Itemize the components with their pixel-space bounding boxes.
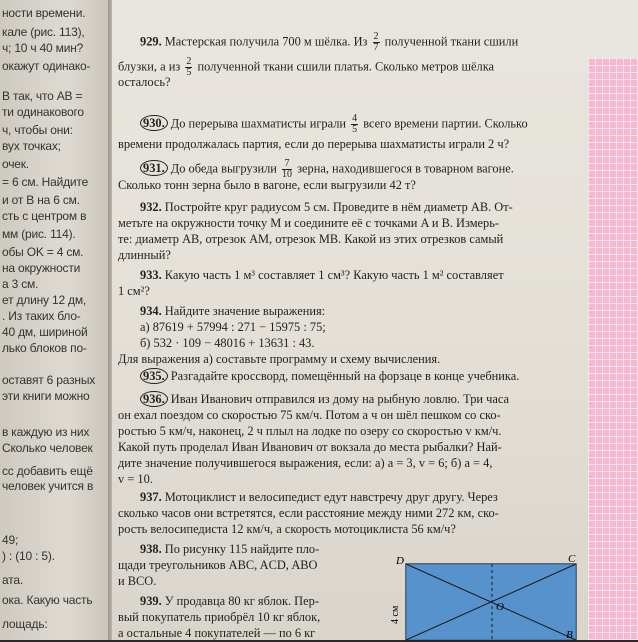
problem-text: У продавца 80 кг яблок. Пер- xyxy=(161,594,319,608)
left-page-line: ности времени. xyxy=(2,6,86,20)
problem-929-line xyxy=(118,75,588,91)
left-page-line: лощадь: xyxy=(2,617,48,631)
problem-text: ростью 5 км/ч, наконец, 2 ч плыл на лодке по озеру со скоростью v км/ч. xyxy=(118,424,502,438)
left-page-line: на окружности xyxy=(2,261,81,275)
text-line xyxy=(140,200,610,216)
text-line xyxy=(140,594,610,610)
left-page-line: . Из таких бло- xyxy=(2,309,81,323)
text-line xyxy=(118,574,588,590)
left-page-line: В так, что AB = xyxy=(2,89,83,103)
problem-number: 935. xyxy=(140,368,168,384)
text-line xyxy=(140,392,610,408)
label-B: B xyxy=(566,629,573,641)
problem-number: 939. xyxy=(140,594,162,608)
text-line xyxy=(118,248,588,264)
left-page-line: кале (рис. 113), xyxy=(2,25,85,39)
problem-text: зерна, находившегося в товарном вагоне. xyxy=(294,161,514,176)
pink-grid-page xyxy=(588,58,638,640)
text-line xyxy=(118,216,588,232)
text-line xyxy=(118,626,588,642)
text-line xyxy=(118,440,588,456)
problem-931-line xyxy=(118,178,588,194)
left-page-line: Сколько человек xyxy=(2,441,93,455)
text-line xyxy=(118,284,588,300)
problem-text: метьте на окружности точку M и соедините её с точками A и B. Измерь- xyxy=(118,216,500,230)
problem-text: Иван Иванович отправился из дому на рыбную ловлю. Три часа xyxy=(167,392,510,406)
problem-text: Сколько тонн зерна было в вагоне, если выгрузили 42 т? xyxy=(118,178,416,192)
label-D: D xyxy=(396,555,404,567)
left-page-line: сс добавить ещё xyxy=(2,464,93,478)
problem-text: полученной ткани сшили xyxy=(381,34,519,49)
problem-text: Какой путь проделал Иван Иванович от вокзала до места рыбалки? Най- xyxy=(118,440,502,454)
text-line xyxy=(118,506,588,522)
problem-text: а остальные 4 покупателей — по 6 кг xyxy=(118,626,316,640)
problem-text: До перерыва шахматисты играли xyxy=(167,116,350,131)
text-line xyxy=(140,369,610,385)
problem-text: всего времени партии. Сколько xyxy=(360,116,528,131)
problem-number: 932. xyxy=(140,200,162,214)
problem-text: те: диаметр AB, отрезок AM, отрезок MB. Какой из этих отрезков самый xyxy=(118,232,504,246)
problem-text: Мастерская получила 700 м шёлка. Из xyxy=(161,34,371,49)
text-line xyxy=(118,408,588,424)
left-page-line: мм (рис. 114). xyxy=(2,227,76,241)
problem-931-line xyxy=(140,159,610,180)
problem-text: блузки, а из xyxy=(118,59,184,74)
left-page-line: очек. xyxy=(2,157,29,171)
text-line xyxy=(118,522,588,538)
text-line xyxy=(118,352,588,368)
left-page-line: и от B на 6 см. xyxy=(2,193,80,207)
problem-text: сколько часов они встретятся, если расстояние между ними 272 км, ско- xyxy=(118,506,499,520)
left-page-line: в каждую из них xyxy=(2,425,90,439)
label-O: O xyxy=(496,601,504,613)
text-line xyxy=(118,456,588,472)
text-line xyxy=(140,490,610,506)
left-page-line: ч; 10 ч 40 мин? xyxy=(2,41,84,55)
problem-number: 934. xyxy=(140,304,162,318)
problem-text: вый покупатель приобрёл 10 кг яблок, xyxy=(118,610,321,624)
problem-text: и BCO. xyxy=(118,574,157,588)
problem-number: 931. xyxy=(140,160,168,176)
problem-number: 936. xyxy=(140,391,168,407)
problem-930-line xyxy=(140,114,610,135)
problem-number: 929. xyxy=(140,34,162,49)
problem-text: полученной ткани сшили платья. Сколько метров шёлка xyxy=(194,59,495,74)
problem-text: До обеда выгрузили xyxy=(167,161,281,176)
left-page-line: эти книги можно xyxy=(2,389,90,403)
label-C: C xyxy=(568,553,576,565)
text-line xyxy=(140,542,610,558)
left-page-line: лько блоков по- xyxy=(2,341,87,355)
left-page-line: окажут одинако- xyxy=(2,59,91,73)
problem-text: По рисунку 115 найдите пло- xyxy=(161,542,320,556)
problem-number: 930. xyxy=(140,115,168,131)
problem-text: времени продолжалась партия, если до перерыва шахматисты играли 2 ч? xyxy=(118,137,510,151)
problem-text: Разгадайте кроссворд, помещённый на форзаце в конце учебника. xyxy=(167,369,520,383)
text-line xyxy=(118,424,588,440)
left-page-line: ч, чтобы они: xyxy=(2,123,73,137)
text-line xyxy=(118,558,588,574)
problem-text: Какую часть 1 м³ составляет 1 см³? Какую часть 1 м² составляет xyxy=(161,268,504,282)
text-line xyxy=(118,610,588,626)
problem-text: Постройте круг радиусом 5 см. Проведите в нём диаметр AB. От- xyxy=(161,200,513,214)
left-page-line: сть с центром в xyxy=(2,209,87,223)
problem-text: Для выражения а) составьте программу и схему вычисления. xyxy=(118,352,441,366)
problem-text: осталось? xyxy=(118,75,171,89)
problem-number: 933. xyxy=(140,268,162,282)
problem-930-line xyxy=(118,137,588,153)
left-page-line: ока. Какую часть xyxy=(2,593,93,607)
fraction: $\frac{4}{5}$ xyxy=(352,113,358,135)
left-page-line: а 3 см. xyxy=(2,277,39,291)
text-line xyxy=(140,336,610,352)
text-line xyxy=(118,472,588,488)
problem-text: дите значение получившегося выражения, если: а) a = 3, v = 6; б) a = 4, xyxy=(118,456,493,470)
text-line xyxy=(118,232,588,248)
problem-text: он ехал поездом со скоростью 75 км/ч. Потом a ч он шёл пешком со ско- xyxy=(118,408,501,422)
left-page-line: человек учится в xyxy=(2,479,94,493)
text-line xyxy=(140,320,610,336)
problem-text: рость велосипедиста 12 км/ч, а скорость мотоциклиста 56 км/ч? xyxy=(118,522,456,536)
problem-text: б) 532 · 109 − 48016 + 13631 : 43. xyxy=(140,336,315,350)
left-page-line: ата. xyxy=(2,573,23,587)
left-page-line: обы OK = 4 см. xyxy=(2,245,84,259)
text-line xyxy=(140,304,610,320)
left-page-line: ти одинакового xyxy=(2,105,84,119)
left-page-line: = 6 см. Найдите xyxy=(2,175,89,189)
fraction: $\frac{2}{5}$ xyxy=(186,56,192,78)
left-page-line: ) : (10 : 5). xyxy=(2,549,55,563)
right-page xyxy=(112,0,638,640)
problem-text: щади треугольников ABC, ACD, ABO xyxy=(118,558,318,572)
problem-number: 938. xyxy=(140,542,162,556)
left-page-line: 49; xyxy=(2,533,19,547)
problem-text: 1 см²? xyxy=(118,284,150,298)
left-page-line: вух точках; xyxy=(2,139,61,153)
problem-text: Найдите значение выражения: xyxy=(161,304,326,318)
problem-text: длинный? xyxy=(118,248,171,262)
problem-number: 937. xyxy=(140,490,162,504)
fraction: $\frac{2}{7}$ xyxy=(373,31,379,53)
left-page-line: 40 дм, шириной xyxy=(2,325,88,339)
label-side: 4 см xyxy=(390,605,401,624)
text-line xyxy=(140,268,610,284)
problem-text: v = 10. xyxy=(118,472,153,486)
problem-text: а) 87619 + 57994 : 271 − 15975 : 75; xyxy=(140,320,326,334)
left-page-line: ет длину 12 дм, xyxy=(2,293,87,307)
left-page xyxy=(0,0,112,640)
problem-text: Мотоциклист и велосипедист едут навстречу друг другу. Через xyxy=(161,490,498,504)
problem-929-line xyxy=(140,32,610,53)
left-page-line: оставят 6 разных xyxy=(2,373,96,387)
fraction: $\frac{7}{10}$ xyxy=(282,158,293,180)
